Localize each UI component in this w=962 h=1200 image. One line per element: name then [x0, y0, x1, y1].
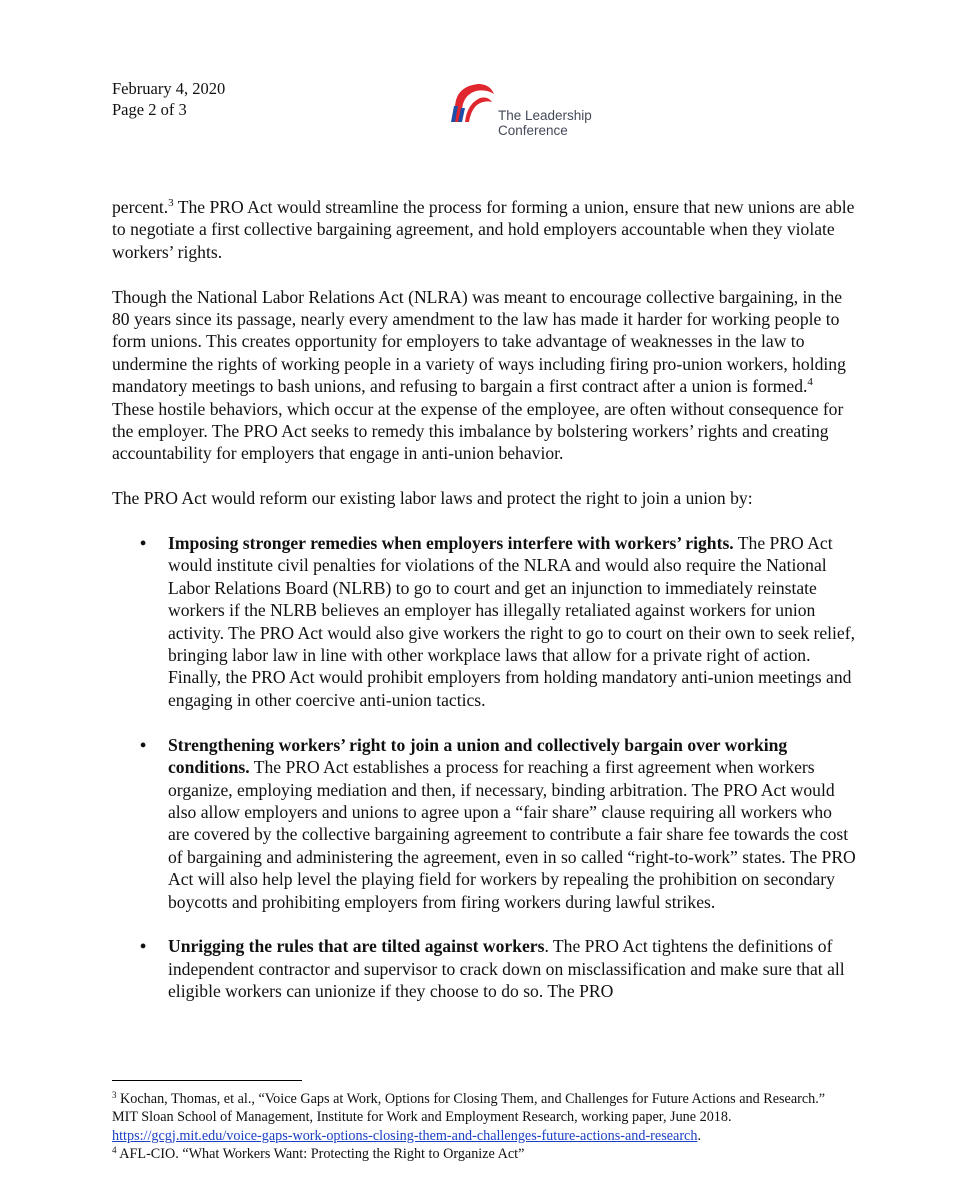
footnote-ref-4[interactable]: 4 [807, 376, 813, 389]
footnote-divider [112, 1080, 302, 1081]
bullet-icon: • [140, 936, 147, 957]
logo-mark-icon [446, 78, 496, 126]
paragraph-3: The PRO Act would reform our existing labor laws and protect the right to join a union by: [112, 488, 753, 509]
leadership-conference-logo [446, 78, 616, 142]
letter-date: February 4, 2020 [112, 79, 226, 98]
bullet-icon: • [140, 533, 147, 554]
list-item [112, 935, 857, 1002]
provision-text: The PRO Act would institute civil penalties for violations of the NLRA and would also require the National Labor Relations Board (NLRB) to go to court and get an injunction to immediately reinstate workers if the NLRB believes an employer has illegally retaliated against workers for union activity. The PRO Act would also give workers the right to go to court on their own to seek relief, bringing labor law in line with other workplace laws that allow for a private right of action. Finally, the PRO Act would prohibit employers from holding mandatory anti-union meetings and engaging in other coercive anti-union tactics. [168, 533, 855, 710]
footnotes [112, 1090, 852, 1164]
provision-text: The PRO Act establishes a process for reaching a first agreement when workers organize, employing mediation and then, if necessary, binding arbitration. The PRO Act would also allow employers and unions to agree upon a “fair share” clause requiring all workers who are covered by the collective bargaining agreement to contribute a fair share fee towards the cost of bargaining and administering the agreement, even in so called “right-to-work” states. The PRO Act will also help level the playing field for workers by repealing the prohibition on secondary boycotts and prohibiting employers from firing workers during lawful strikes. [168, 757, 856, 912]
page-number: Page 2 of 3 [112, 100, 187, 119]
footnote-3-link[interactable]: https://gcgj.mit.edu/voice-gaps-work-options-closing-them-and-challenges-future-actions-and-research [112, 1127, 698, 1144]
logo-text-line2: Conference [498, 123, 568, 138]
footnote-4 [112, 1145, 852, 1163]
footnote-4-text: AFL-CIO. “What Workers Want: Protecting the Right to Organize Act” [116, 1146, 525, 1163]
provision-text: . The PRO Act tightens the definitions of independent contractor and supervisor to crack down on misclassification and make sure that all eligible workers can unionize if they choose to do so. The PRO [168, 936, 845, 1002]
footnote-ref-3[interactable]: 3 [168, 197, 174, 209]
footnote-3-text: Kochan, Thomas, et al., “Voice Gaps at Work, Options for Closing Them, and Challenges for Future Actions and Research.” MIT Sloan School of Management, Institute for Work and Employment Research, working paper, June 2018. [112, 1091, 826, 1126]
list-item [112, 734, 857, 913]
letter-body [112, 196, 857, 1025]
provision-list [112, 532, 857, 1003]
bullet-icon: • [140, 734, 147, 755]
logo-arc-red-inner [465, 98, 492, 123]
paragraph-2 [112, 286, 857, 465]
provision-heading: Imposing stronger remedies when employers interfere with workers’ rights. [168, 533, 734, 554]
letter-header [112, 78, 225, 120]
paragraph-2-text-b: These hostile behaviors, which occur at the expense of the employee, are often without consequence for the employer. The PRO Act seeks to remedy this imbalance by bolstering workers’ rights and creating accountability for employers that engage in anti-union behavior. [112, 398, 844, 464]
logo-text-line1: The Leadership [498, 108, 592, 123]
provision-heading: Strengthening workers’ right to join a union and collectively bargain over working conditions. [168, 734, 788, 778]
footnote-3-marker: 3 [112, 1090, 117, 1100]
provision-heading: Unrigging the rules that are tilted against workers [168, 936, 545, 957]
paragraph-1 [112, 196, 857, 263]
paragraph-1-lead: percent. [112, 197, 169, 217]
footnote-3-tail: . [697, 1127, 701, 1144]
paragraph-2-text-a: Though the National Labor Relations Act (NLRA) was meant to encourage collective bargaining, in the 80 years since its passage, nearly every amendment to the law has made it harder for working people to form unions. This creates opportunity for employers to take advantage of weaknesses in the law to undermine the rights of working people in a variety of ways including firing pro-union workers, holding mandatory meetings to bash unions, and refusing to bargain a first contract after a union is formed. [112, 286, 846, 397]
list-item [112, 532, 857, 711]
logo-text [498, 108, 592, 138]
footnote-4-marker: 4 [112, 1145, 117, 1156]
footnote-3 [112, 1090, 852, 1145]
paragraph-1-text: The PRO Act would streamline the process for forming a union, ensure that new unions are able to negotiate a first collective bargaining agreement, and hold employers accountable when they violate workers’ rights. [112, 197, 855, 262]
